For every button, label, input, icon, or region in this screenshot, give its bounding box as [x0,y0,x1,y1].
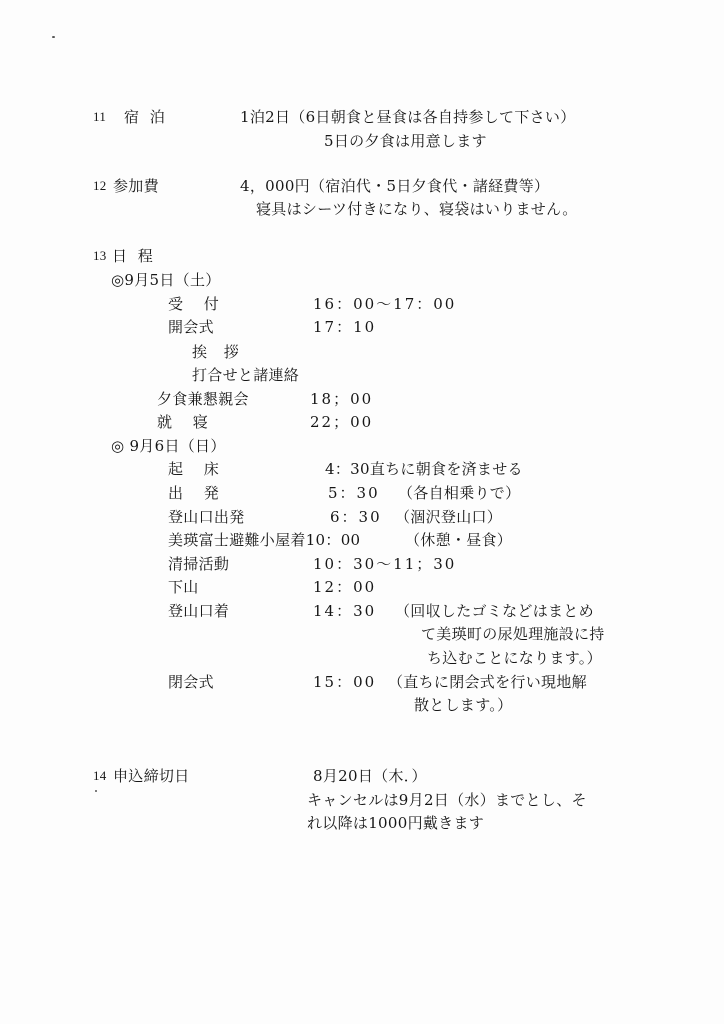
schedule-note: （各自相乗りで） [398,484,521,502]
schedule-time: 16：00～17：00 [313,295,457,313]
schedule-time: 22；00 [310,413,374,431]
schedule-note: （涸沢登山口） [395,508,503,526]
schedule-label: 受 付 [168,295,227,313]
schedule-label: 下山 [168,578,199,596]
section-13-number: 13 [93,248,107,263]
schedule-label: 美瑛富士避難小屋着10：00 [168,531,361,549]
schedule-note: （回収したゴミなどはまとめ [395,602,594,620]
section-14-line2: キャンセルは9月2日（水）までとし、そ [307,791,587,809]
schedule-label: 起 床 [168,460,227,478]
section-14-line1: 8月20日（木．） [313,767,427,785]
schedule-note-cont: ち込むことになります。） [427,649,602,667]
schedule-time: 5：30 [328,484,380,502]
schedule-time: 18；00 [310,390,374,408]
section-11-number: 11 [93,109,107,124]
schedule-time: 10：30～11；30 [313,555,457,573]
schedule-note: （休憩・昼食） [405,531,513,549]
schedule-time: 15：00 [313,673,377,691]
section-11-line1: 1泊2日（6日朝食と昼食は各自持参して下さい） [240,108,576,126]
section-14-title: 申込締切日 [113,767,190,785]
schedule-time: 6：30 [330,508,382,526]
schedule-note-cont: て美瑛町の尿処理施設に持 [421,625,605,643]
scan-speck [95,790,97,792]
day2-header: ◎ 9月6日（日） [111,437,226,455]
section-11-title: 宿 泊 [124,108,168,126]
scan-speck [52,36,55,38]
day1-header: ◎9月5日（土） [111,271,221,289]
schedule-note-cont: 散とします。） [414,696,513,714]
section-12-number: 12 [93,178,107,193]
schedule-label: 夕食兼懇親会 [157,390,249,408]
section-12-title: 参加費 [113,177,159,195]
schedule-time: 14：30 [313,602,377,620]
schedule-label: 就 寝 [157,413,216,431]
schedule-label: 出 発 [168,484,227,502]
schedule-label: 閉会式 [168,673,214,691]
schedule-label: 登山口出発 [168,508,245,526]
schedule-time: 4：30直ちに朝食を済ませる [325,460,523,478]
section-14-number: 14 [93,768,107,783]
schedule-label: 開会式 [168,318,214,336]
section-14-line3: れ以降は1000円戴きます [307,814,485,832]
section-12-line1: 4，000円（宿泊代・5日夕食代・諸経費等） [240,177,550,195]
section-12-line2: 寝具はシーツ付きになり、寝袋はいりません。 [256,200,578,218]
schedule-note: （直ちに閉会式を行い現地解 [388,673,587,691]
schedule-label: 挨 拶 [192,343,245,361]
schedule-time: 12：00 [313,578,377,596]
schedule-label: 登山口着 [168,602,230,620]
section-13-title: 日 程 [112,247,156,265]
schedule-label: 打合せと諸連絡 [192,366,300,384]
schedule-label: 清掃活動 [168,555,230,573]
section-11-line2: 5日の夕食は用意します [324,132,487,150]
schedule-time: 17：10 [313,318,377,336]
